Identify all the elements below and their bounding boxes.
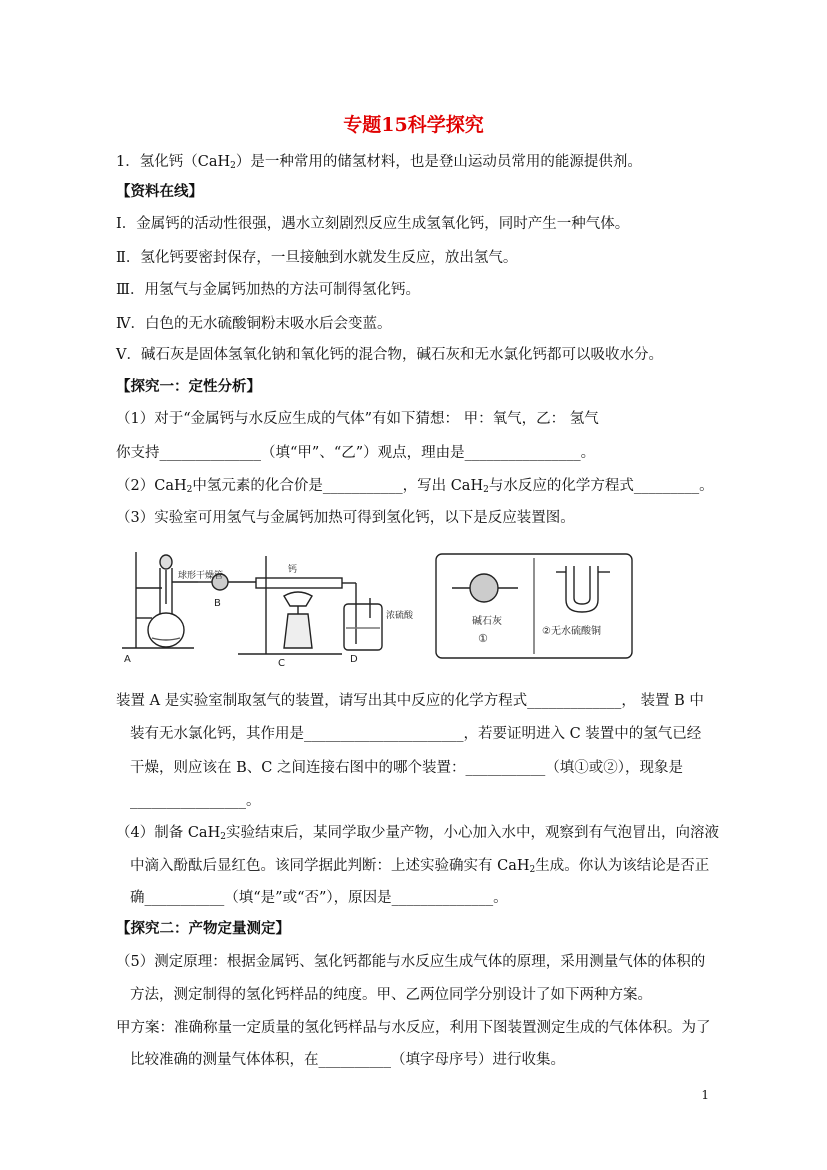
apparatus-d	[344, 583, 382, 650]
label-cuso4: ②无水硫酸铜	[542, 626, 601, 637]
label-option-1: ①	[478, 632, 488, 645]
section-heading-info: 【资料在线】	[116, 183, 203, 200]
label-calcium: 钙	[288, 565, 298, 575]
part-3-line-2: 装有无水氯化钙，其作用是______________________，若要证明进入 C 装置中的氢气已经	[130, 726, 702, 742]
plan-a-line-1: 甲方案：准确称量一定质量的氢化钙样品与水反应，利用下图装置测定生成的气体体积。为了	[116, 1020, 711, 1036]
page-number: 1	[701, 1088, 709, 1102]
label-drying-tube: 球形干燥管	[178, 571, 224, 581]
option-2-u-tube	[556, 566, 610, 612]
info-item-4: Ⅳ．白色的无水硫酸铜粉末吸水后会变蓝。	[116, 316, 392, 332]
part-4-line-3: 确___________（填“是”或“否”），原因是______________。	[130, 890, 508, 906]
label-d: D	[350, 654, 358, 665]
part-4-line-1: （4）制备 CaH$_2$实验结束后，某同学取少量产物，小心加入水中，观察到有气泡冒出，向溶液	[116, 825, 719, 842]
label-acid: 浓硫酸	[386, 611, 414, 621]
part-1-line-2: 你支持______________（填“甲”、“乙”）观点，理由是________________。	[116, 445, 596, 461]
part-2: （2）CaH$_2$中氢元素的化合价是___________，写出 CaH$_2$与水反应的化学方程式_________。	[116, 478, 714, 495]
section-heading-quantitative: 【探究二：产物定量测定】	[116, 920, 290, 937]
info-item-3: Ⅲ．用氢气与金属钙加热的方法可制得氢化钙。	[116, 282, 420, 298]
part-3-line-3: 干燥，则应该在 B、C 之间连接右图中的哪个装置：___________（填①或②），现象是	[130, 760, 683, 776]
info-item-5: Ⅴ．碱石灰是固体氢氧化钠和氧化钙的混合物，碱石灰和无水氯化钙都可以吸收水分。	[116, 347, 663, 363]
plan-a-line-2: 比较准确的测量气体体积，在__________（填字母序号）进行收集。	[130, 1052, 565, 1068]
part-3-line-1: 装置 A 是实验室制取氢气的装置，请写出其中反应的化学方程式_____________， 装置 B 中	[116, 693, 704, 709]
part-4-line-2: 中滴入酚酞后显红色。该同学据此判断：上述实验确实有 CaH$_2$生成。你认为该结论是否正	[130, 858, 710, 875]
part-3-line-4: ________________。	[130, 793, 261, 809]
info-item-2: Ⅱ．氢化钙要密封保存，一旦接触到水就发生反应，放出氢气。	[116, 250, 518, 266]
label-b: B	[214, 598, 221, 609]
question-1-intro: 1．氢化钙（CaH$_2$）是一种常用的储氢材料，也是登山运动员常用的能源提供剂。	[116, 154, 642, 171]
label-a: A	[124, 654, 131, 665]
label-c: C	[278, 658, 285, 668]
page-title: 专题15科学探究	[343, 114, 484, 136]
label-soda-lime: 碱石灰	[472, 616, 502, 627]
part-5-line-1: （5）测定原理：根据金属钙、氢化钙都能与水反应生成气体的原理，采用测量气体的体积的	[116, 954, 706, 970]
apparatus-figure	[116, 548, 636, 672]
apparatus-a	[122, 552, 198, 648]
part-3-intro: （3）实验室可用氢气与金属钙加热可得到氢化钙，以下是反应装置图。	[116, 510, 575, 526]
section-heading-qualitative: 【探究一：定性分析】	[116, 378, 261, 395]
part-1-line-1: （1）对于“金属钙与水反应生成的气体”有如下猜想： 甲：氧气，乙： 氢气	[116, 411, 599, 427]
info-item-1: Ⅰ．金属钙的活动性很强，遇水立刻剧烈反应生成氢氧化钙，同时产生一种气体。	[116, 216, 630, 232]
part-5-line-2: 方法，测定制得的氢化钙样品的纯度。甲、乙两位同学分别设计了如下两种方案。	[130, 987, 652, 1003]
option-1-soda-lime-tube	[452, 574, 518, 602]
